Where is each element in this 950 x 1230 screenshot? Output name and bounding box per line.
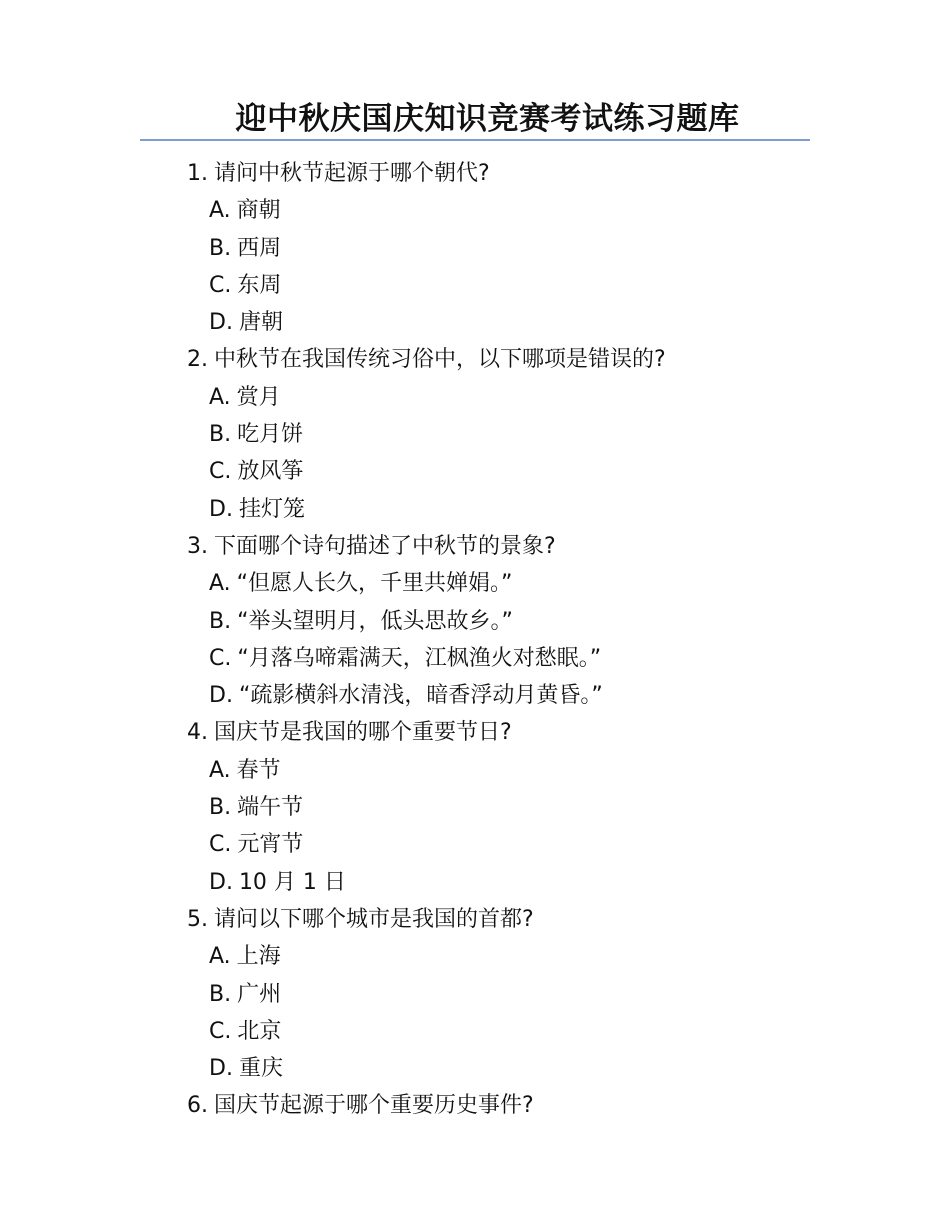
option-c: [209, 453, 666, 490]
question-number: 2.: [187, 347, 208, 373]
option-letter: A.: [209, 198, 231, 224]
question-stem: [187, 901, 666, 938]
option-b: [209, 416, 666, 453]
option-letter: A.: [209, 944, 231, 970]
option-letter: C.: [209, 459, 232, 485]
option-text: 10 月 1 日: [238, 869, 346, 895]
option-list: [187, 752, 666, 901]
document-title: 迎中秋庆国庆知识竞赛考试练习题库: [235, 101, 740, 137]
option-text: 挂灯笼: [238, 496, 305, 522]
option-letter: A.: [209, 571, 231, 597]
option-letter: B.: [209, 235, 232, 261]
option-letter: A.: [209, 757, 231, 783]
option-letter: D.: [209, 310, 233, 336]
option-text: “疏影横斜水清浅，暗香浮动月黄昏。”: [238, 683, 603, 709]
option-list: [187, 938, 666, 1087]
question-text: 中秋节在我国传统习俗中，以下哪项是错误的?: [214, 347, 666, 373]
option-text: “举头望明月，低头思故乡。”: [237, 608, 513, 634]
option-a: [209, 379, 666, 416]
option-c: [209, 640, 666, 677]
question-2: [187, 341, 666, 527]
option-text: 东周: [237, 272, 282, 298]
option-text: 端午节: [237, 795, 304, 821]
question-stem: [187, 714, 666, 751]
option-text: 商朝: [236, 198, 281, 224]
option-d: [209, 1050, 666, 1087]
question-number: 3.: [187, 533, 208, 559]
question-6: [187, 1087, 666, 1124]
option-letter: D.: [209, 869, 233, 895]
question-5: [187, 901, 666, 1087]
option-letter: C.: [209, 1018, 232, 1044]
option-d: [209, 491, 666, 528]
option-text: 春节: [236, 757, 281, 783]
question-4: [187, 714, 666, 900]
option-c: [209, 1013, 666, 1050]
option-b: [209, 789, 666, 826]
option-letter: B.: [209, 608, 232, 634]
question-text: 下面哪个诗句描述了中秋节的景象?: [214, 533, 556, 559]
option-text: 上海: [236, 944, 281, 970]
option-a: [209, 752, 666, 789]
option-text: 赏月: [236, 384, 281, 410]
option-c: [209, 267, 666, 304]
option-a: [209, 565, 666, 602]
question-stem: [187, 1087, 666, 1124]
option-letter: D.: [209, 1056, 233, 1082]
option-b: [209, 230, 666, 267]
option-text: “月落乌啼霜满天，江枫渔火对愁眠。”: [237, 645, 602, 671]
question-list: [187, 155, 666, 1125]
question-text: 国庆节起源于哪个重要历史事件?: [214, 1093, 534, 1119]
question-stem: [187, 155, 666, 192]
option-list: [187, 379, 666, 528]
option-d: [209, 677, 666, 714]
option-b: [209, 976, 666, 1013]
option-text: 元宵节: [237, 832, 304, 858]
option-text: 放风筝: [237, 459, 304, 485]
question-stem: [187, 341, 666, 378]
option-letter: A.: [209, 384, 231, 410]
question-text: 国庆节是我国的哪个重要节日?: [214, 720, 512, 746]
option-text: 唐朝: [238, 310, 283, 336]
option-d: [209, 304, 666, 341]
option-letter: B.: [209, 981, 232, 1007]
question-3: [187, 528, 666, 714]
question-stem: [187, 528, 666, 565]
option-c: [209, 826, 666, 863]
option-a: [209, 192, 666, 229]
option-text: 重庆: [238, 1056, 283, 1082]
question-text: 请问中秋节起源于哪个朝代?: [214, 161, 490, 186]
option-letter: D.: [209, 496, 233, 522]
question-number: 5.: [187, 906, 208, 932]
option-letter: C.: [209, 832, 232, 858]
option-letter: B.: [209, 422, 232, 448]
question-number: 4.: [187, 720, 208, 746]
option-text: “但愿人长久，千里共婵娟。”: [236, 571, 513, 597]
option-letter: C.: [209, 272, 232, 298]
option-text: 吃月饼: [237, 422, 304, 448]
option-d: [209, 864, 666, 901]
option-list: [187, 192, 666, 341]
option-text: 西周: [237, 235, 282, 261]
title-underline: [140, 139, 810, 141]
option-text: 广州: [237, 981, 282, 1007]
question-1: [187, 155, 666, 341]
question-number: 6.: [187, 1093, 208, 1119]
option-list: [187, 565, 666, 714]
option-letter: B.: [209, 795, 232, 821]
option-a: [209, 938, 666, 975]
option-b: [209, 603, 666, 640]
question-text: 请问以下哪个城市是我国的首都?: [214, 906, 534, 932]
question-number: 1.: [187, 161, 208, 186]
option-letter: C.: [209, 645, 232, 671]
option-letter: D.: [209, 683, 233, 709]
option-text: 北京: [237, 1018, 282, 1044]
